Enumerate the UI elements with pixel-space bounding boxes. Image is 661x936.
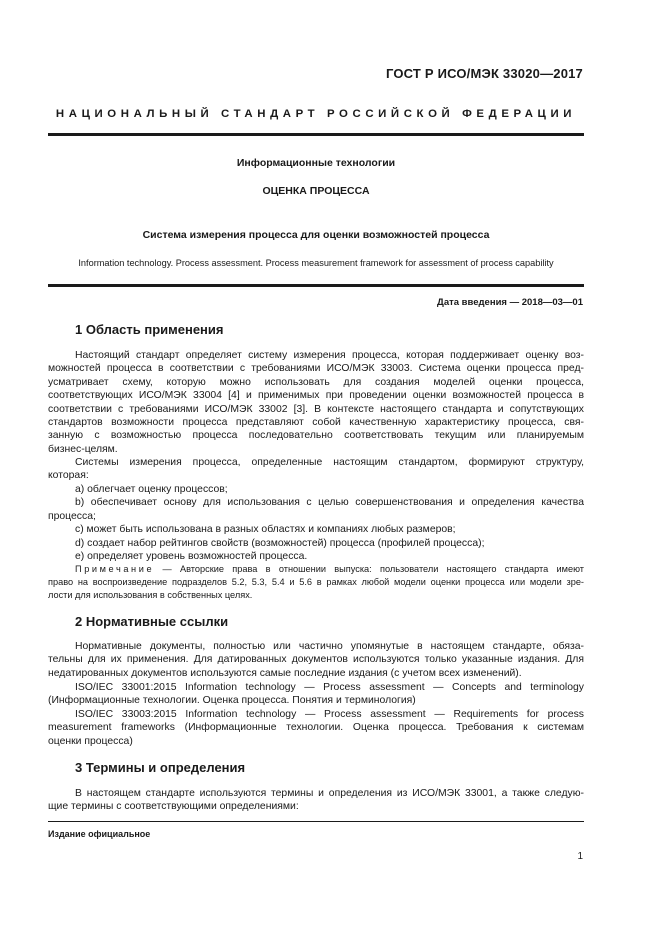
text-line: Нормативные документы, полностью или частично упомянутые в настоящем стандарте, обяза- <box>75 641 584 652</box>
section-2-paragraph-1 <box>48 640 584 680</box>
introduction-date: Дата введения — 2018—03—01 <box>437 297 583 308</box>
header-rule <box>48 133 584 136</box>
text-line: недатированных документов используются самые последние издания (с учетом всех изменений). <box>48 667 522 679</box>
footer-rule <box>48 821 584 822</box>
list-item: c) может быть использована в разных областях и компаниях любых размеров; <box>75 524 456 536</box>
note-line: лости для использования в собственных целях. <box>48 590 253 600</box>
list-item-continuation: процесса; <box>48 510 96 522</box>
text-line: занную с возможностью процесса последовательно соответствовать текущим или планируемым <box>48 430 584 442</box>
note-label: Примечание <box>75 564 155 574</box>
text-line: соответствии с требованиями ИСО/МЭК 33002 [3]. В контексте настоящего стандарта и сопутствующих <box>48 403 584 415</box>
section-3-heading: 3 Термины и определения <box>75 760 246 775</box>
document-title: Система измерения процесса для оценки возможностей процесса <box>142 229 490 241</box>
text-line: можностей процесса в соответствии с требованиями ИСО/МЭК 33003. Система оценки процесса пред- <box>48 363 584 375</box>
text-line: которая: <box>48 470 89 482</box>
list-item: d) создает набор рейтингов свойств (возможностей) процесса (профилей процесса); <box>75 537 485 549</box>
note-text: — Авторские права в отношении выпуска: пользователи настоящего стандарта имеют <box>154 564 584 574</box>
english-title: Information technology. Process assessment. Process measurement framework for assessment of process capability <box>78 258 554 268</box>
text-line: бизнес-целям. <box>48 443 118 455</box>
text-line: ISO/IEC 33001:2015 Information technology — Process assessment — Concepts and terminology <box>75 682 584 693</box>
text-line: В настоящем стандарте используются термины и определения из ИСО/МЭК 33001, а также следую- <box>75 788 584 799</box>
normative-reference-2 <box>48 708 584 748</box>
section-3-paragraph-1 <box>48 787 584 814</box>
text-line: оценки процесса) <box>48 735 133 747</box>
normative-reference-1 <box>48 681 584 708</box>
text-line: (Информационные технологии. Оценка процесса. Понятия и терминология) <box>48 695 416 707</box>
text-line: усматривает схему, которую можно использовать для создания моделей оценки процесса, <box>48 376 584 388</box>
note-line: право на воспроизведение подразделов 5.2, 5.3, 5.4 и 5.6 в рамках любой модели оценки процесса или модели зре- <box>48 577 584 587</box>
text-line: щие термины с соответствующими определениями: <box>48 801 299 813</box>
section-1-note <box>48 563 584 602</box>
title-rule <box>48 284 584 287</box>
text-line: стандартов возможности процесса представляют собой качественную характеристику процесса, свя- <box>48 416 584 428</box>
section-1-heading: 1 Область применения <box>75 322 224 337</box>
text-line: Системы измерения процесса, определенные настоящим стандартом, формируют структуру, <box>75 457 584 468</box>
list-item: b) обеспечивает основу для использования с целью совершенствования и определения качества <box>75 497 584 509</box>
text-line: ISO/IEC 33003:2015 Information technology — Process assessment — Requirements for process <box>75 709 584 720</box>
text-line: Настоящий стандарт определяет систему измерения процесса, которая поддерживает оценку воз- <box>75 350 584 361</box>
text-line: соответствующих ИСО/МЭК 33004 [4] и применимых при проведении оценки возможностей процесса в <box>48 390 584 402</box>
subject-title: Информационные технологии <box>236 157 396 169</box>
text-line: measurement frameworks (Информационные технологии. Оценка процесса. Требования к системам <box>48 722 584 734</box>
page-number: 1 <box>577 851 583 862</box>
list-item: e) определяет уровень возможностей процесса. <box>75 550 308 562</box>
text-line: тельны для их применения. Для датированных документов используются только указанные издания. Для <box>48 654 584 666</box>
national-standard-banner: НАЦИОНАЛЬНЫЙ СТАНДАРТ РОССИЙСКОЙ ФЕДЕРАЦИИ <box>55 108 577 120</box>
official-edition-label: Издание официальное <box>48 829 151 839</box>
section-2-heading: 2 Нормативные ссылки <box>75 614 229 629</box>
main-title: ОЦЕНКА ПРОЦЕССА <box>262 185 370 197</box>
section-1-list <box>48 483 584 563</box>
standard-id: ГОСТ Р ИСО/МЭК 33020—2017 <box>385 66 583 81</box>
section-1-paragraph-2 <box>48 456 584 483</box>
list-item: a) облегчает оценку процессов; <box>75 484 228 495</box>
section-1-paragraph-1 <box>48 349 584 456</box>
